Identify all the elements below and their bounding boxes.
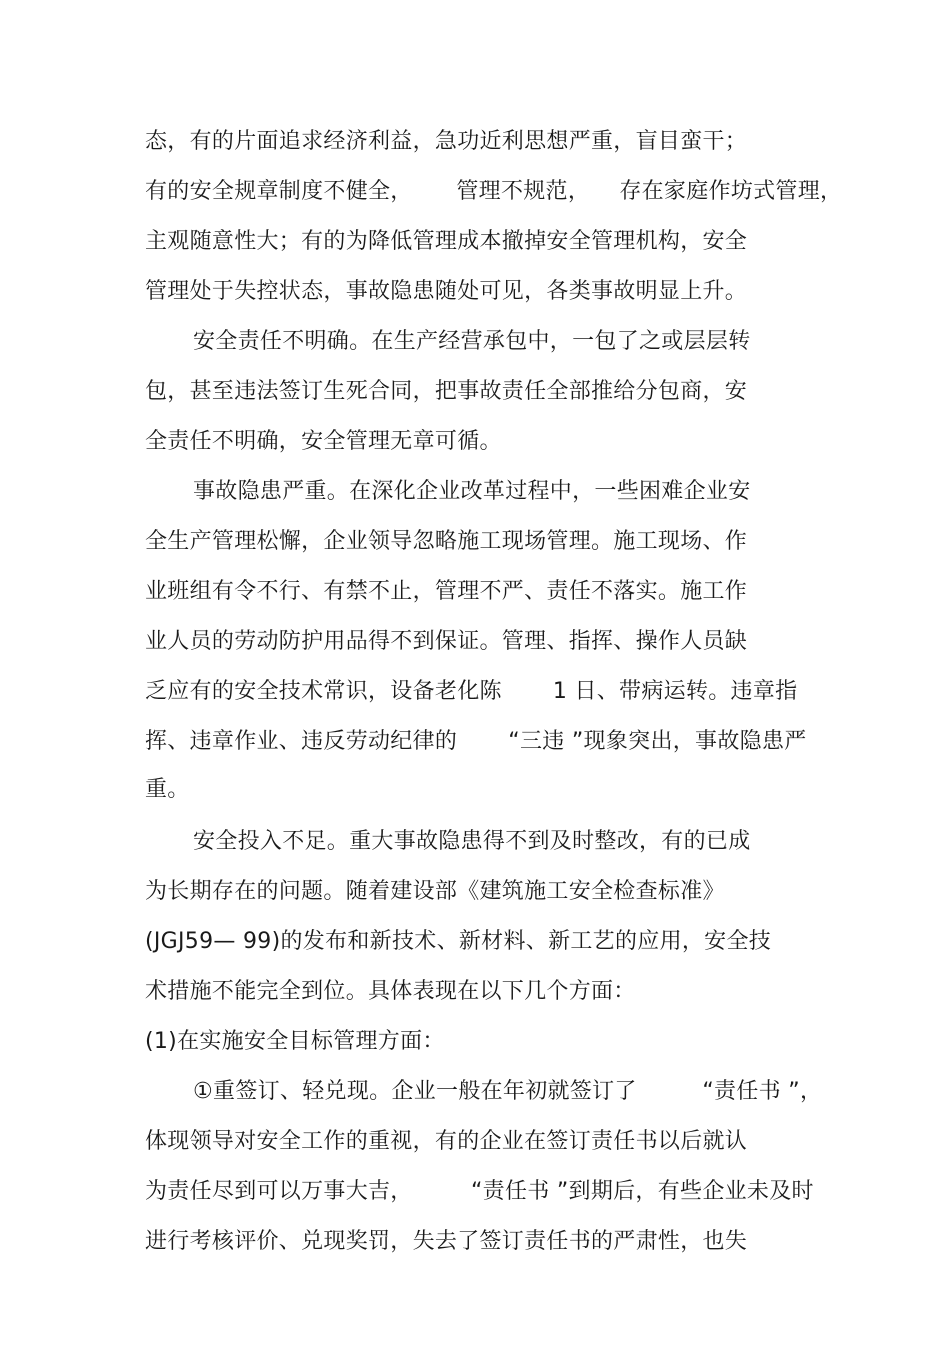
text-line: 态，有的片面追求经济利益，急功近利思想严重，盲目蛮干； (145, 129, 748, 154)
paragraph-first-line: 安全投入不足。重大事故隐患得不到及时整改，有的已成 (193, 829, 751, 854)
text-line: 管理处于失控状态，事故隐患随处可见，各类事故明显上升。 (145, 279, 748, 304)
text-line: 为长期存在的问题。随着建设部《建筑施工安全检查标准》 (145, 879, 725, 904)
paragraph-first-line: ①重签订、轻兑现。企业一般在年初就签订了 “责任书 ”， (193, 1079, 823, 1104)
text-line: 为责任尽到可以万事大吉， “责任书 ”到期后，有些企业未及时 (145, 1179, 814, 1204)
text-line: 业人员的劳动防护用品得不到保证。管理、指挥、操作人员缺 (145, 629, 748, 654)
text-line: (JGJ59— 99)的发布和新技术、新材料、新工艺的应用，安全技 (145, 929, 772, 954)
paragraph-first-line: 安全责任不明确。在生产经营承包中，一包了之或层层转 (193, 329, 751, 354)
text-line: 乏应有的安全技术常识，设备老化陈 1 日、带病运转。违章指 (145, 679, 798, 704)
text-line: 重。 (145, 777, 190, 802)
text-line: 包，甚至违法签订生死合同，把事故责任全部推给分包商，安 (145, 379, 748, 404)
text-line: (1)在实施安全目标管理方面： (145, 1029, 445, 1054)
text-line: 全责任不明确，安全管理无章可循。 (145, 429, 502, 454)
paragraph-first-line: 事故隐患严重。在深化企业改革过程中，一些困难企业安 (193, 479, 751, 504)
text-line: 业班组有令不行、有禁不止，管理不严、责任不落实。施工作 (145, 579, 748, 604)
text-line: 术措施不能完全到位。具体表现在以下几个方面： (145, 979, 636, 1004)
text-line: 体现领导对安全工作的重视，有的企业在签订责任书以后就认 (145, 1129, 748, 1154)
text-line: 主观随意性大；有的为降低管理成本撤掉安全管理机构，安全 (145, 229, 748, 254)
text-line: 有的安全规章制度不健全， 管理不规范， 存在家庭作坊式管理， (145, 179, 843, 204)
text-line: 全生产管理松懈，企业领导忽略施工现场管理。施工现场、作 (145, 529, 748, 554)
text-line: 挥、违章作业、违反劳动纪律的 “三违 ”现象突出，事故隐患严 (145, 729, 807, 754)
text-line: 进行考核评价、兑现奖罚，失去了签订责任书的严肃性，也失 (145, 1229, 748, 1254)
